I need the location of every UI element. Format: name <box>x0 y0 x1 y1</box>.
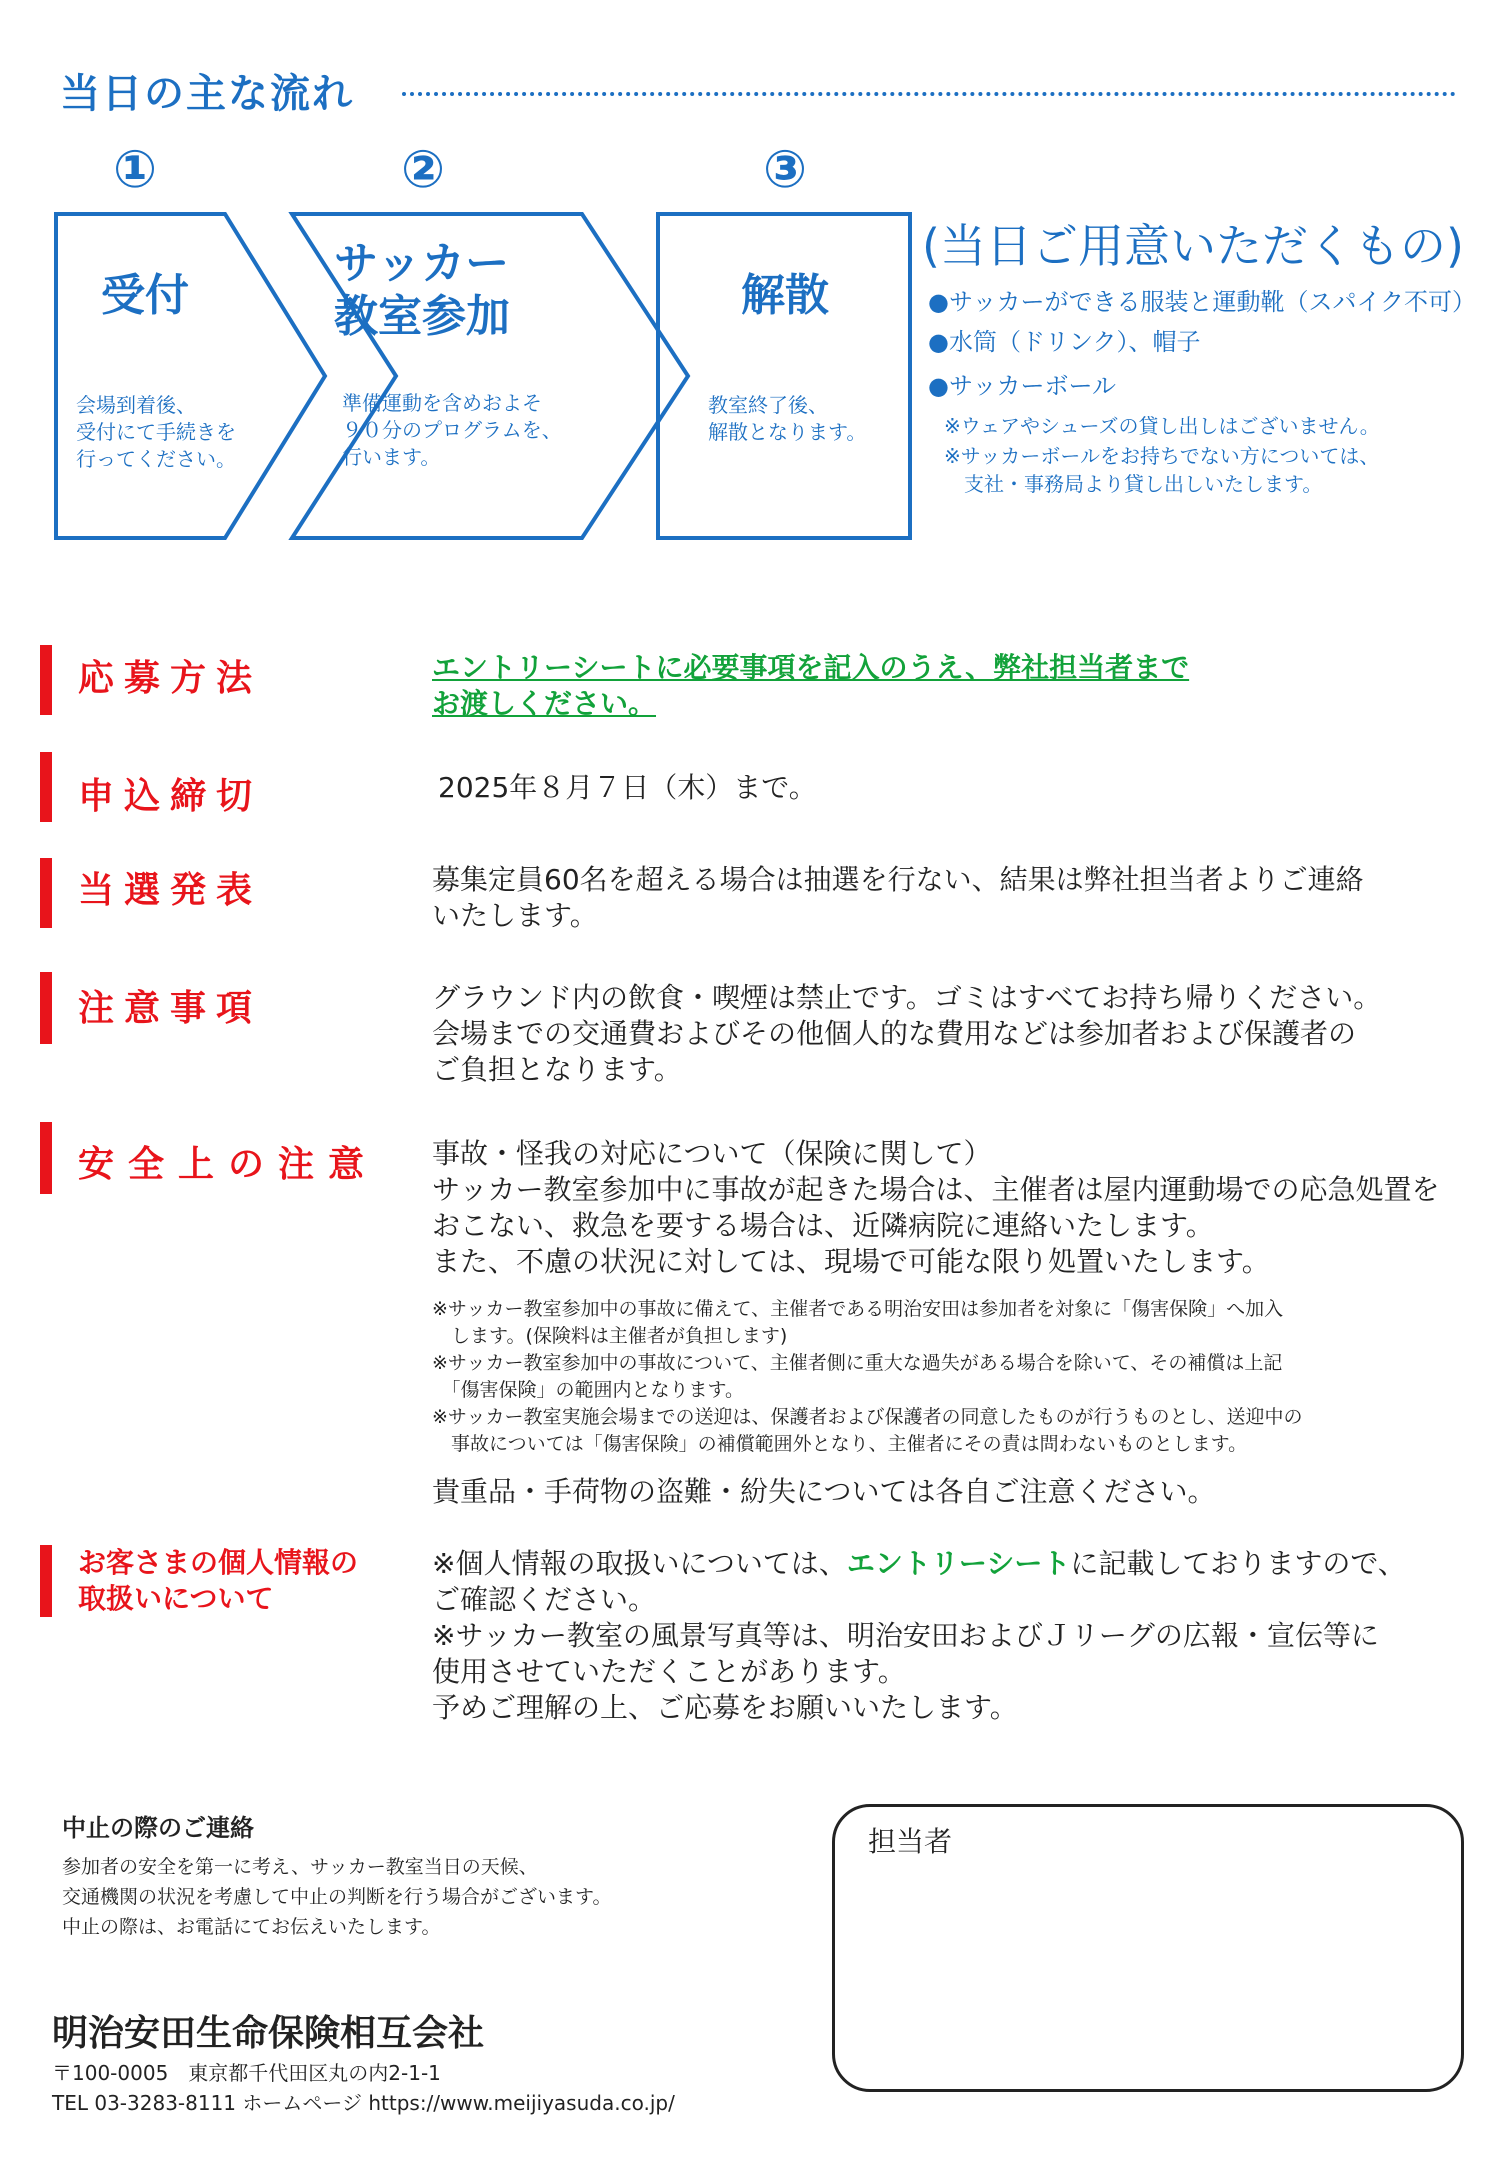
apply-entry-sheet-link[interactable]: エントリーシートに必要事項を記入のうえ、弊社担当者まで お渡しください。 <box>432 651 1190 720</box>
step-1-arrow-shape <box>56 214 325 538</box>
cancellation-text: 参加者の安全を第一に考え、サッカー教室当日の天候、 交通機関の状況を考慮して中止の判断を行う場合がございます。 中止の際は、お電話にてお伝えいたします。 <box>62 1856 612 1938</box>
privacy-pre: ※個人情報の取扱いについては、 <box>432 1547 847 1580</box>
result-text: 募集定員60名を超える場合は抽選を行ない、結果は弊社担当者よりご連絡 いたします。 <box>432 863 1364 932</box>
section-label-safety: 安全上の注意 <box>78 1144 379 1185</box>
privacy-text: ご確認ください。 ※サッカー教室の風景写真等は、明治安田およびＪリーグの広報・宣伝等に 使用させていただくことがあります。 予めご理解の上、ご応募をお願いいたします。 <box>432 1583 1379 1724</box>
step-1-label: 受付 <box>101 270 189 321</box>
step-3-desc: 教室終了後、 解散となります。 <box>708 393 867 444</box>
step-3-label: 解散 <box>741 270 829 321</box>
safety-text: 事故・怪我の対応について（保険に関して） サッカー教室参加中に事故が起きた場合は、主催者は屋内運動場での応急処置を おこない、救急を要する場合は、近隣病院に連絡いたします。 また、不慮の状況に対しては、現場で可能な限り処置いたします。 <box>432 1137 1440 1278</box>
section-marker <box>40 1545 52 1617</box>
step-3-box-shape <box>658 214 910 538</box>
section-marker <box>40 972 52 1044</box>
prepare-note: ※サッカーボールをお持ちでない方については、 支社・事務局より貸し出しいたします。 <box>944 444 1380 496</box>
section-label-deadline: 申込締切 <box>78 776 263 817</box>
safety-insurance-notes: ※サッカー教室参加中の事故に備えて、主催者である明治安田は参加者を対象に「傷害保険」へ加入 します。(保険料は主催者が負担します) ※サッカー教室参加中の事故について、主催者側に重大な過失がある場合を除いて、その補償は上記 「傷害保険」の範囲内となります。 ※サッカー教室実施会場までの送迎は、保護者および保護者の同意したものが行うものとし、送迎中の 事故については「傷害保険」の補償範囲外となり、主催者にその責は問わないものとします。 <box>432 1298 1303 1455</box>
privacy-entry-sheet: エントリーシート <box>846 1547 1071 1580</box>
step-1-number: ① <box>112 140 158 200</box>
cancellation-title: 中止の際のご連絡 <box>62 1814 254 1842</box>
section-label-privacy: お客さまの個人情報の 取扱いについて <box>78 1546 359 1616</box>
prepare-note: ※ウェアやシューズの貸し出しはございません。 <box>944 414 1380 438</box>
section-marker <box>40 1122 52 1194</box>
section-label-apply: 応募方法 <box>78 658 263 699</box>
prepare-title: (当日ご用意いただくもの) <box>922 219 1464 273</box>
company-contact: TEL 03-3283-8111 ホームページ https://www.meijiyasuda.co.jp/ <box>52 2091 675 2115</box>
section-marker <box>40 645 52 715</box>
step-2-desc: 準備運動を含めおよそ ９０分のプログラムを、 行います。 <box>342 391 562 469</box>
privacy-post: に記載しておりますので、 <box>1070 1547 1406 1580</box>
section-marker <box>40 752 52 822</box>
step-1-desc: 会場到着後、 受付にて手続きを 行ってください。 <box>76 393 236 471</box>
privacy-first-line <box>432 1546 1406 1582</box>
deadline-text: 2025年８月７日（木）まで。 <box>438 771 817 804</box>
step-3-number: ③ <box>762 140 808 200</box>
company-name: 明治安田生命保険相互会社 <box>52 2013 485 2054</box>
valuables-text: 貴重品・手荷物の盗難・紛失については各自ご注意ください。 <box>432 1475 1216 1508</box>
flow-title: 当日の主な流れ <box>60 71 354 117</box>
notice-text: グラウンド内の飲食・喫煙は禁止です。ゴミはすべてお持ち帰りください。 会場までの交通費およびその他個人的な費用などは参加者および保護者の ご負担となります。 <box>432 981 1382 1086</box>
staff-label: 担当者 <box>868 1825 953 1858</box>
section-label-result: 当選発表 <box>78 870 263 911</box>
prepare-item: ●サッカーができる服装と運動靴（スパイク不可） <box>928 288 1476 316</box>
prepare-item: ●サッカーボール <box>928 372 1116 400</box>
prepare-item: ●水筒（ドリンク）、帽子 <box>928 328 1201 356</box>
section-marker <box>40 858 52 928</box>
step-2-number: ② <box>400 140 446 200</box>
section-label-notice: 注意事項 <box>78 988 263 1029</box>
step-2-label: サッカー 教室参加 <box>334 238 510 342</box>
company-address: 〒100-0005 東京都千代田区丸の内2-1-1 <box>52 2061 441 2085</box>
